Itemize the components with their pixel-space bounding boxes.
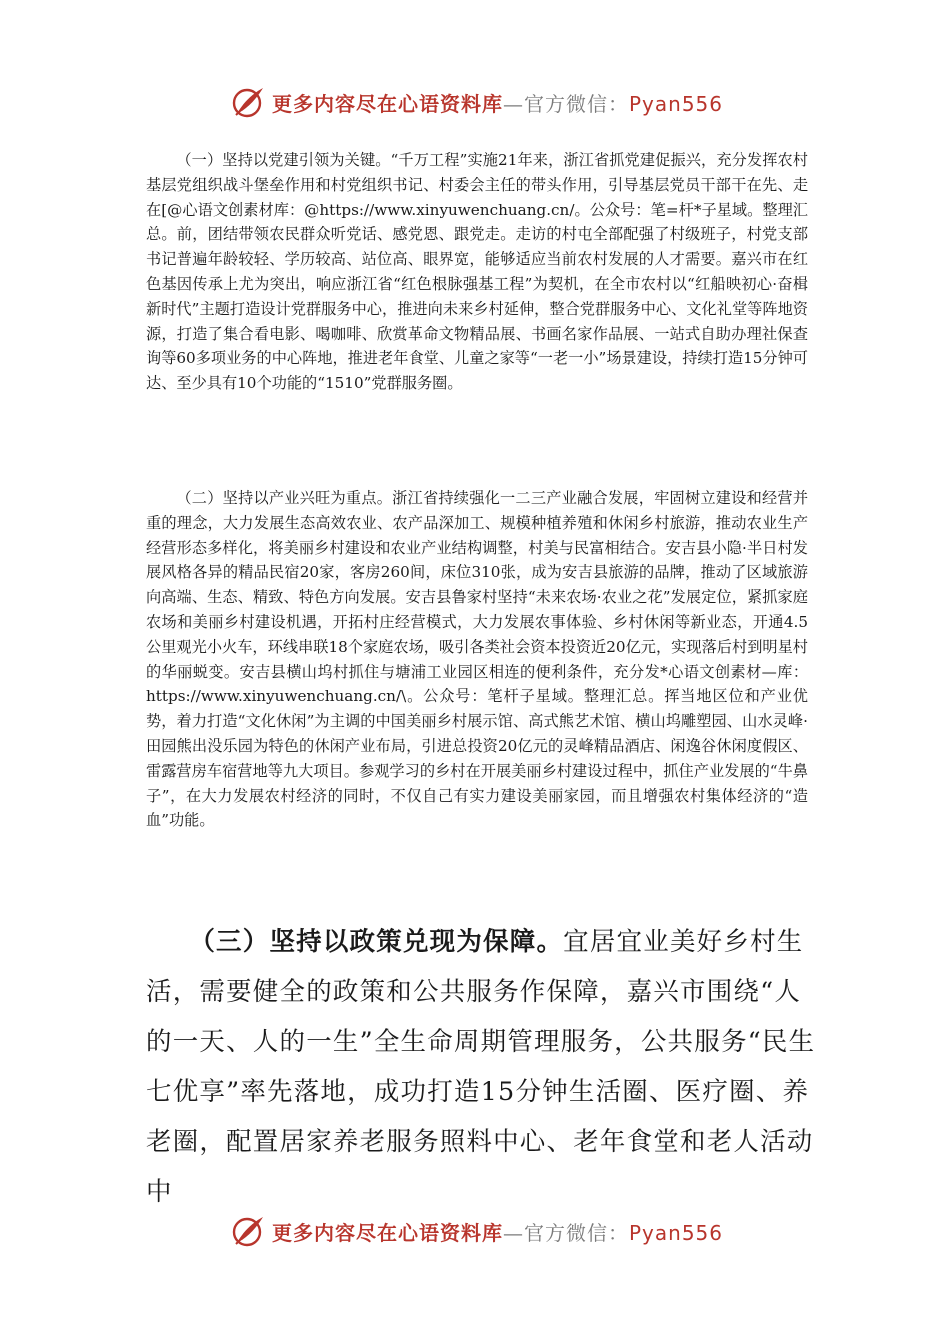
paragraph-3-heading: （三）坚持以政策兑现为保障。	[189, 927, 564, 957]
paragraph-3-body: 宜居宜业美好乡村生活，需要健全的政策和公共服务作保障，嘉兴市围绕“人的一天、人的一生”全生命周期管理服务，公共服务“民生七优享”率先落地，成功打造15分钟生活圈、医疗圈、养老圈，配置居家养老服务照料中心、老年食堂和老人活动中	[146, 927, 816, 1207]
header-watermark-banner	[230, 82, 723, 122]
paragraph-2: （二）坚持以产业兴旺为重点。浙江省持续强化一二三产业融合发展，牢固树立建设和经营并重的理念，大力发展生态高效农业、农产品深加工、规模种植养殖和休闲乡村旅游，推动农业生产经营形态多样化，将美丽乡村建设和农业产业结构调整，村美与民富相结合。安吉县小隐·半日村发展风格各异的精品民宿20家，客房260间，床位310张，成为安吉县旅游的品牌，推动了区域旅游向高端、生态、精致、特色方向发展。安吉县鲁家村坚持“未来农场·农业之花”发展定位，紧抓家庭农场和美丽乡村建设机遇，开拓村庄经营模式，大力发展农事体验、乡村休闲等新业态，开通4.5公里观光小火车，环线串联18个家庭农场，吸引各类社会资本投资近20亿元，实现落后村到明星村的华丽蜕变。安吉县横山坞村抓住与塘浦工业园区相连的便利条件，充分发*心语文创素材—库：https://www.xinyuwenchuang.cn/\。公众号：笔杆子星域。整理汇总。挥当地区位和产业优势，着力打造“文化休闲”为主调的中国美丽乡村展示馆、高式熊艺术馆、横山坞雕塑园、山水灵峰·田园熊出没乐园为特色的休闲产业布局，引进总投资20亿元的灵峰精品酒店、闲逸谷休闲度假区、雷露营房车宿营地等九大项目。参观学习的乡村在开展美丽乡村建设过程中，抓住产业发展的“牛鼻子”，在大力发展农村经济的同时，不仅自己有实力建设美丽家园，而且增强农村集体经济的“造血”功能。	[146, 489, 808, 830]
footer-watermark-banner	[230, 1211, 723, 1251]
footer-banner-text: 更多内容尽在心语资料库—官方微信：Pyan556	[272, 1220, 724, 1245]
header-banner-text: 更多内容尽在心语资料库—官方微信：Pyan556	[272, 91, 724, 116]
quill-logo-icon	[230, 1213, 266, 1249]
paragraph-3	[146, 917, 826, 1217]
paragraph-1: （一）坚持以党建引领为关键。“千万工程”实施21年来，浙江省抓党建促振兴，充分发挥农村基层党组织战斗堡垒作用和村党组织书记、村委会主任的带头作用，引导基层党员干部干在先、走在[@心语文创素材库：@https://www.xinyuwenchuang.cn/。公众号：笔=杆*子星域。整理汇总。前，团结带领农民群众听党话、感党恩、跟党走。走访的村屯全部配强了村级班子，村党支部书记普遍年龄较轻、学历较高、站位高、眼界宽，能够适应当前农村发展的人才需要。嘉兴市在红色基因传承上尤为突出，响应浙江省“红色根脉强基工程”为契机，在全市农村以“红船映初心·奋楫新时代”主题打造设计党群服务中心，推进向未来乡村延伸，整合党群服务中心、文化礼堂等阵地资源，打造了集合看电影、喝咖啡、欣赏革命文物精品展、书画名家作品展、一站式自助办理社保查询等60多项业务的中心阵地，推进老年食堂、儿童之家等“一老一小”场景建设，持续打造15分钟可达、至少具有10个功能的“1510”党群服务圈。	[146, 151, 808, 393]
quill-logo-icon	[230, 84, 266, 120]
